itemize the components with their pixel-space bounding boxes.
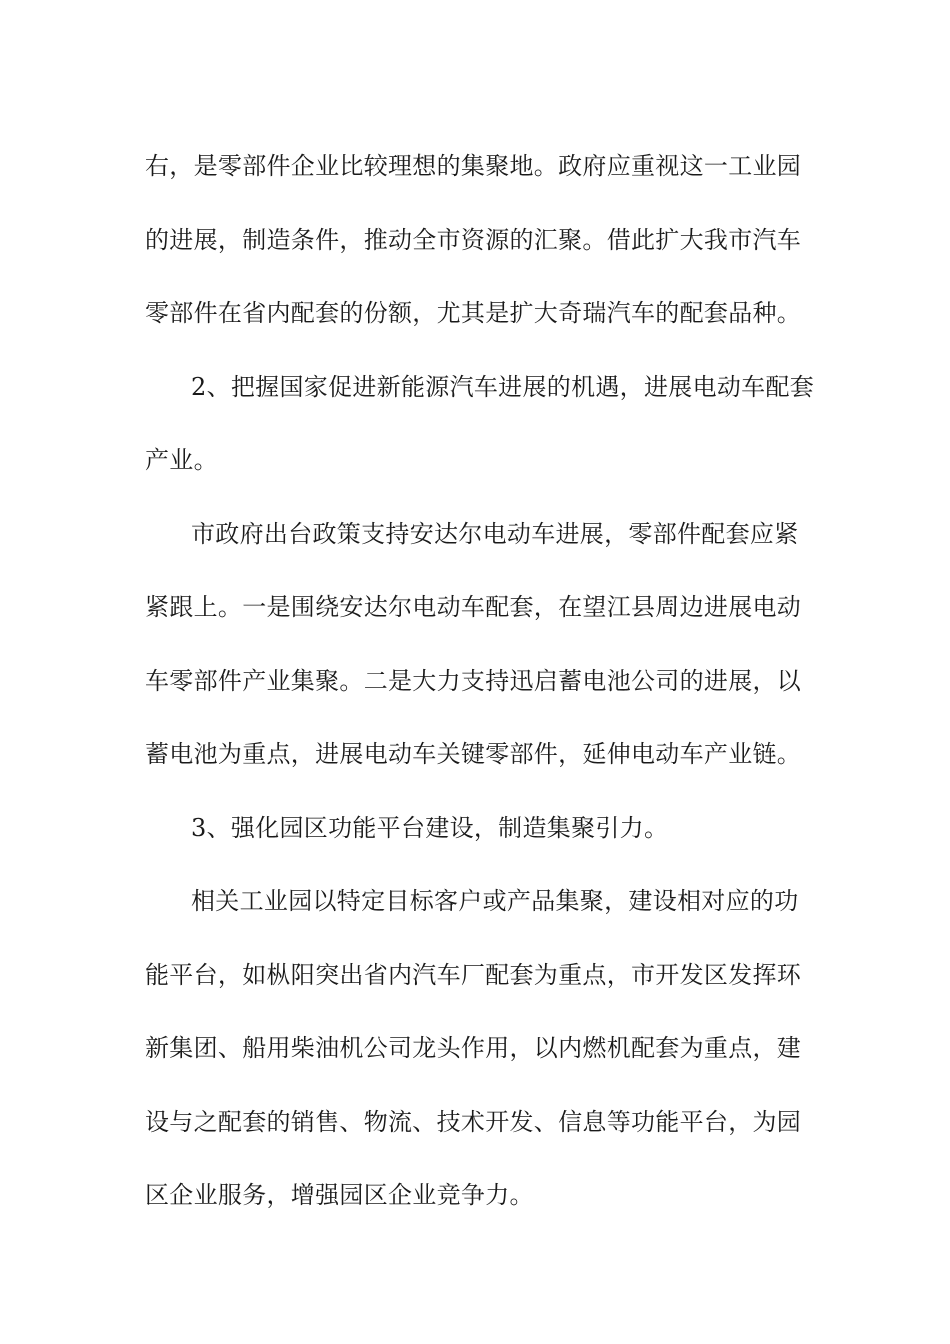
text-line: 区企业服务，增强园区企业竞争力。 (145, 1181, 534, 1209)
text-line: 零部件在省内配套的份额，尤其是扩大奇瑞汽车的配套品种。 (145, 299, 802, 327)
text-line: 能平台，如枞阳突出省内汽车厂配套为重点，市开发区发挥环 (145, 960, 802, 989)
text-line: 的进展，制造条件，推动全市资源的汇聚。借此扩大我市汽车 (145, 225, 802, 254)
text-line: 新集团、船用柴油机公司龙头作用，以内燃机配套为重点，建 (145, 1034, 802, 1062)
section-heading-2: 2、把握国家促进新能源汽车进展的机遇，进展电动车配套 (191, 372, 815, 401)
text-line: 紧跟上。一是围绕安达尔电动车配套，在望江县周边进展电动 (145, 593, 802, 621)
text-line: 蓄电池为重点，进展电动车关键零部件，延伸电动车产业链。 (145, 740, 802, 768)
document-body (145, 130, 815, 1233)
paragraph-start: 市政府出台政策支持安达尔电动车进展，零部件配套应紧 (191, 519, 799, 548)
text-line: 右，是零部件企业比较理想的集聚地。政府应重视这一工业园 (145, 152, 802, 180)
text-line: 产业。 (145, 446, 218, 474)
section-heading-3: 3、强化园区功能平台建设，制造集聚引力。 (191, 813, 669, 842)
text-line: 设与之配套的销售、物流、技术开发、信息等功能平台，为园 (145, 1107, 802, 1136)
paragraph-start: 相关工业园以特定目标客户或产品集聚，建设相对应的功 (191, 887, 799, 915)
text-line: 车零部件产业集聚。二是大力支持迅启蓄电池公司的进展，以 (145, 666, 802, 695)
